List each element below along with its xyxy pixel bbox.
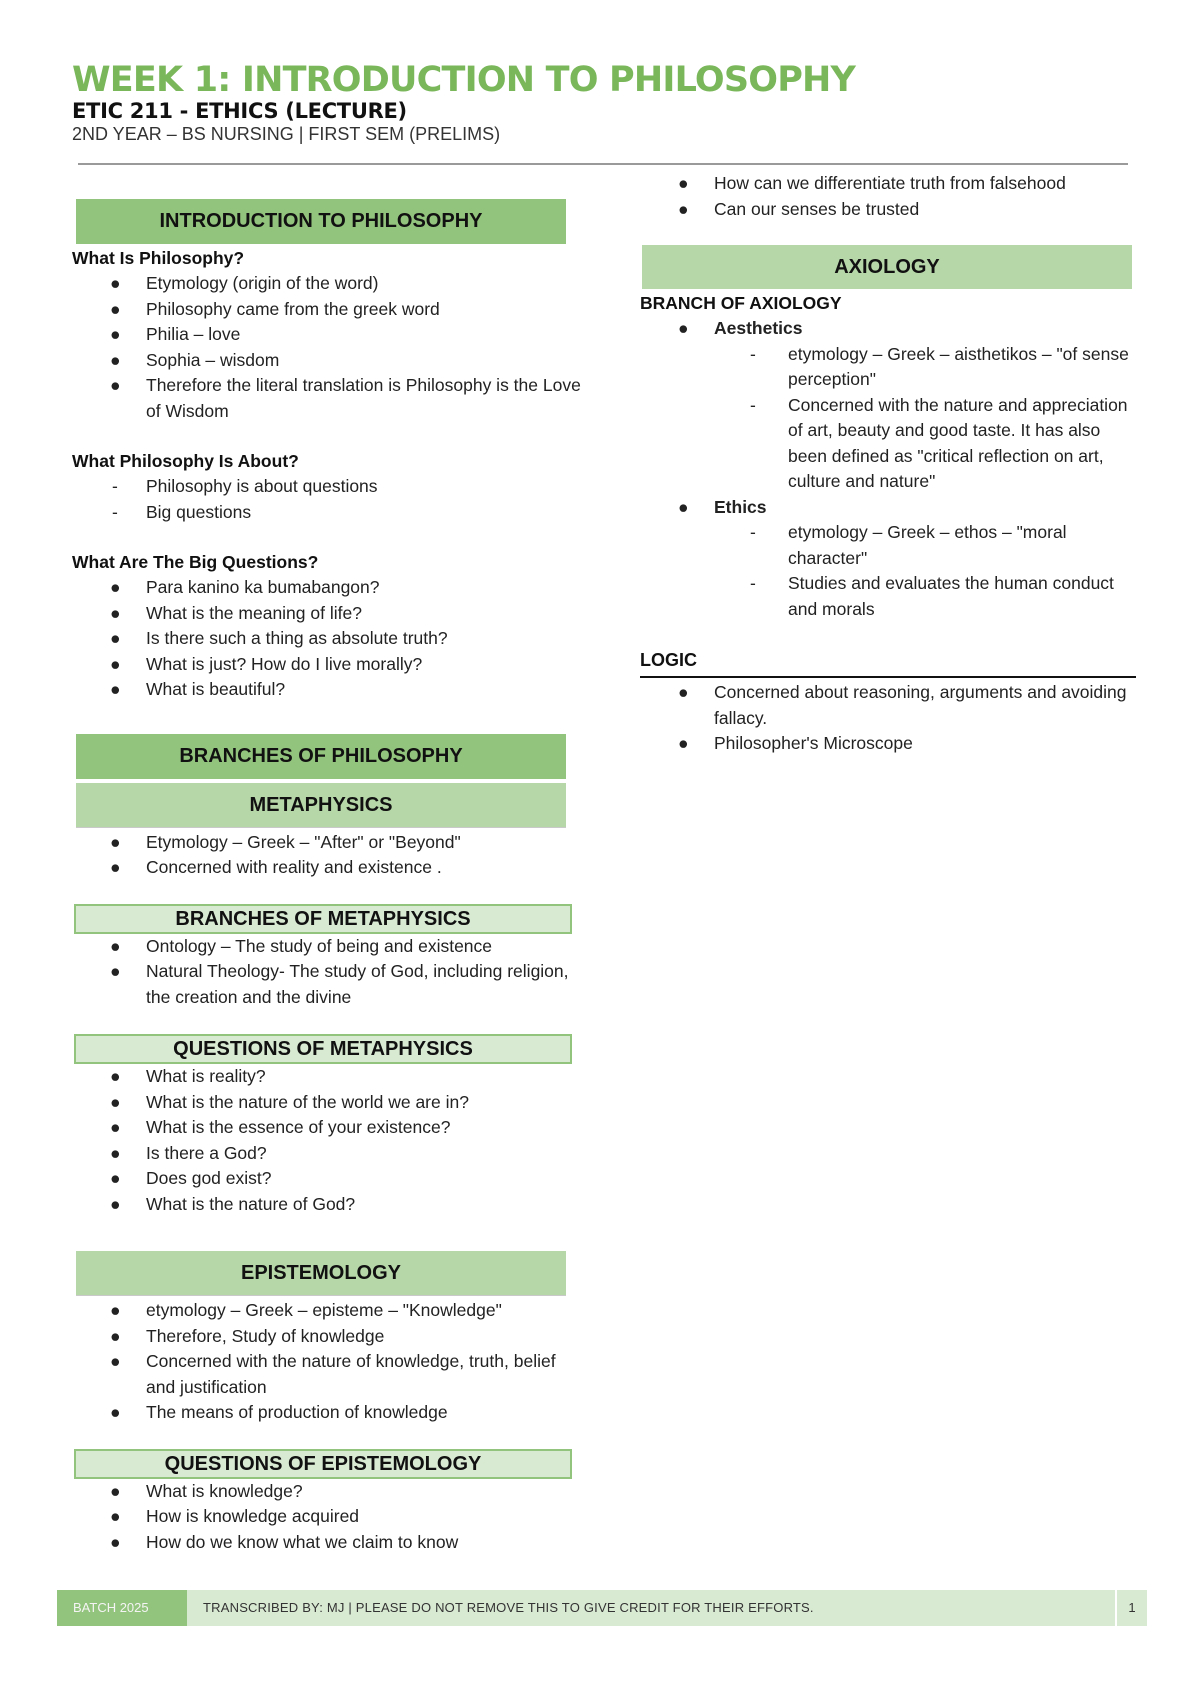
bullet-icon: ● [110,1531,121,1552]
bullet-icon: ● [110,375,121,395]
list-item: ● Sophia – wisdom [72,348,582,374]
bullet-icon: ● [110,273,121,293]
list-item: ● Therefore the literal translation is Philosophy is the Love of Wisdom [110,375,581,421]
heading-logic: LOGIC [640,650,697,670]
list-item: ● What is the nature of the world we are in? [72,1090,582,1116]
list-item: ● Philia – love [72,322,582,348]
list-item: ● Natural Theology- The study of God, including religion, the creation and the divine [110,961,569,1007]
list-axiology-branches-2 [640,495,1140,521]
bullet-icon: ● [110,1091,121,1112]
bullet-icon: ● [678,198,689,219]
bullet-icon: ● [110,1300,121,1320]
bullet-icon: ● [110,324,121,344]
page-title: WEEK 1: INTRODUCTION TO PHILOSOPHY [72,60,856,100]
course-subtitle: ETIC 211 - ETHICS (LECTURE) [72,99,407,123]
section-bar-branches: BRANCHES OF PHILOSOPHY [76,734,566,779]
list-item: ● Concerned about reasoning, arguments and avoiding fallacy. [678,682,1127,728]
list-item: ● Philosophy came from the greek word [72,297,582,323]
heading-branch-of-axiology: BRANCH OF AXIOLOGY [640,293,842,313]
dash-icon: - [112,476,118,496]
list-item: - Studies and evaluates the human conduct and morals [750,573,1114,619]
list-item: - Philosophy is about questions [72,474,582,500]
list-axiology-branches [640,316,1140,342]
list-item: ● Concerned with reality and existence . [72,855,582,881]
heading-philosophy-about: What Philosophy Is About? [72,451,299,471]
list-aesthetics [640,342,1140,495]
dash-icon: - [750,394,756,415]
bullet-icon: ● [110,1402,121,1422]
section-bar-introduction: INTRODUCTION TO PHILOSOPHY [76,199,566,244]
list-item: ● How is knowledge acquired [72,1504,582,1530]
bullet-icon: ● [678,496,689,517]
bullet-icon: ● [110,1117,121,1137]
heading-big-questions: What Are The Big Questions? [72,552,319,572]
list-logic [640,680,1140,757]
bullet-icon: ● [678,318,689,338]
list-item: ● etymology – Greek – episteme – "Knowledge" [72,1298,582,1324]
dash-icon: - [750,573,756,593]
list-item: ● Does god exist? [72,1166,582,1192]
dash-icon: - [750,522,756,542]
bullet-icon: ● [110,831,121,852]
footer-spacer [983,1590,1115,1626]
list-item: ● How can we differentiate truth from falsehood [640,171,1140,197]
footer-page-number: 1 [1117,1590,1147,1626]
logic-divider [640,676,1136,678]
list-item: ● Can our senses be trusted [640,197,1140,223]
list-ethics [640,520,1140,622]
bullet-icon: ● [110,1506,121,1526]
list-item: ● What is the meaning of life? [72,601,582,627]
list-item-ethics: ● Ethics [640,495,1140,521]
bullet-icon: ● [110,961,121,981]
bullet-icon: ● [110,602,121,623]
list-item: ● Ontology – The study of being and existence [72,934,582,960]
list-item: ● Para kanino ka bumabangon? [72,575,582,601]
list-item: ● Is there a God? [72,1141,582,1167]
bullet-icon: ● [110,1193,121,1214]
section-bar-questions-of-metaphysics: QUESTIONS OF METAPHYSICS [74,1034,572,1064]
list-branches-of-metaphysics [72,934,582,1011]
bullet-icon: ● [110,653,121,674]
bullet-icon: ● [110,935,121,956]
bullet-icon: ● [110,349,121,370]
list-item-aesthetics: ● Aesthetics [640,316,1140,342]
bullet-icon: ● [110,1351,121,1371]
footer-batch: BATCH 2025 [57,1590,197,1626]
bullet-icon: ● [110,577,121,597]
list-questions-of-metaphysics [72,1064,582,1217]
bullet-icon: ● [110,1325,121,1346]
heading-what-is-philosophy: What Is Philosophy? [72,248,245,268]
list-item: ● What is just? How do I live morally? [72,652,582,678]
list-item: ● What is knowledge? [72,1479,582,1505]
list-epistemology-continued [640,171,1140,222]
section-bar-epistemology: EPISTEMOLOGY [76,1251,566,1296]
page-footer [57,1590,1147,1626]
list-item: ● What is the essence of your existence? [72,1115,582,1141]
list-item: ● Philosopher's Microscope [640,731,1140,757]
list-item: ● How do we know what we claim to know [72,1530,582,1556]
list-what-is-philosophy [72,271,582,424]
list-big-questions [72,575,582,703]
section-bar-metaphysics: METAPHYSICS [76,783,566,828]
list-questions-of-epistemology [72,1479,582,1556]
header-divider [78,163,1128,165]
bullet-icon: ● [678,682,689,702]
list-item: ● What is reality? [72,1064,582,1090]
dash-icon: - [112,501,118,522]
bullet-icon: ● [110,1142,121,1163]
list-epistemology [72,1298,582,1426]
list-item: - Concerned with the nature and appreciation of art, beauty and good taste. It has also been defined as "critical reflection on art, culture and nature" [750,394,1128,491]
dash-icon: - [750,343,756,364]
list-item: - Big questions [72,500,582,526]
list-item: ● What is beautiful? [72,677,582,703]
bullet-icon: ● [110,1168,121,1188]
bullet-icon: ● [110,628,121,648]
list-item: ● Etymology (origin of the word) [72,271,582,297]
section-bar-axiology: AXIOLOGY [642,245,1132,289]
list-item: ● Concerned with the nature of knowledge, truth, belief and justification [110,1351,556,1397]
bullet-icon: ● [110,857,121,877]
list-item: ● Therefore, Study of knowledge [72,1324,582,1350]
bullet-icon: ● [110,1066,121,1086]
left-column [72,199,582,1555]
bullet-icon: ● [678,173,689,193]
section-bar-questions-of-epistemology: QUESTIONS OF EPISTEMOLOGY [74,1449,572,1479]
list-item: - etymology – Greek – aisthetikos – "of sense perception" [750,343,1129,389]
list-philosophy-about [72,474,582,525]
list-item: - etymology – Greek – ethos – "moral character" [750,522,1067,568]
list-item: ● The means of production of knowledge [72,1400,582,1426]
section-bar-branches-of-metaphysics: BRANCHES OF METAPHYSICS [74,904,572,934]
list-metaphysics [72,830,582,881]
list-item: ● Etymology – Greek – "After" or "Beyond" [72,830,582,856]
bullet-icon: ● [678,733,689,753]
list-item: ● What is the nature of God? [72,1192,582,1218]
course-meta: 2ND YEAR – BS NURSING | FIRST SEM (PRELIMS) [72,124,501,144]
bullet-icon: ● [110,679,121,699]
list-item: ● Is there such a thing as absolute truth? [72,626,582,652]
bullet-icon: ● [110,298,121,319]
footer-credit: TRANSCRIBED BY: MJ | PLEASE DO NOT REMOVE THIS TO GIVE CREDIT FOR THEIR EFFORTS. [187,1590,1001,1626]
right-column [640,171,1140,757]
bullet-icon: ● [110,1480,121,1501]
